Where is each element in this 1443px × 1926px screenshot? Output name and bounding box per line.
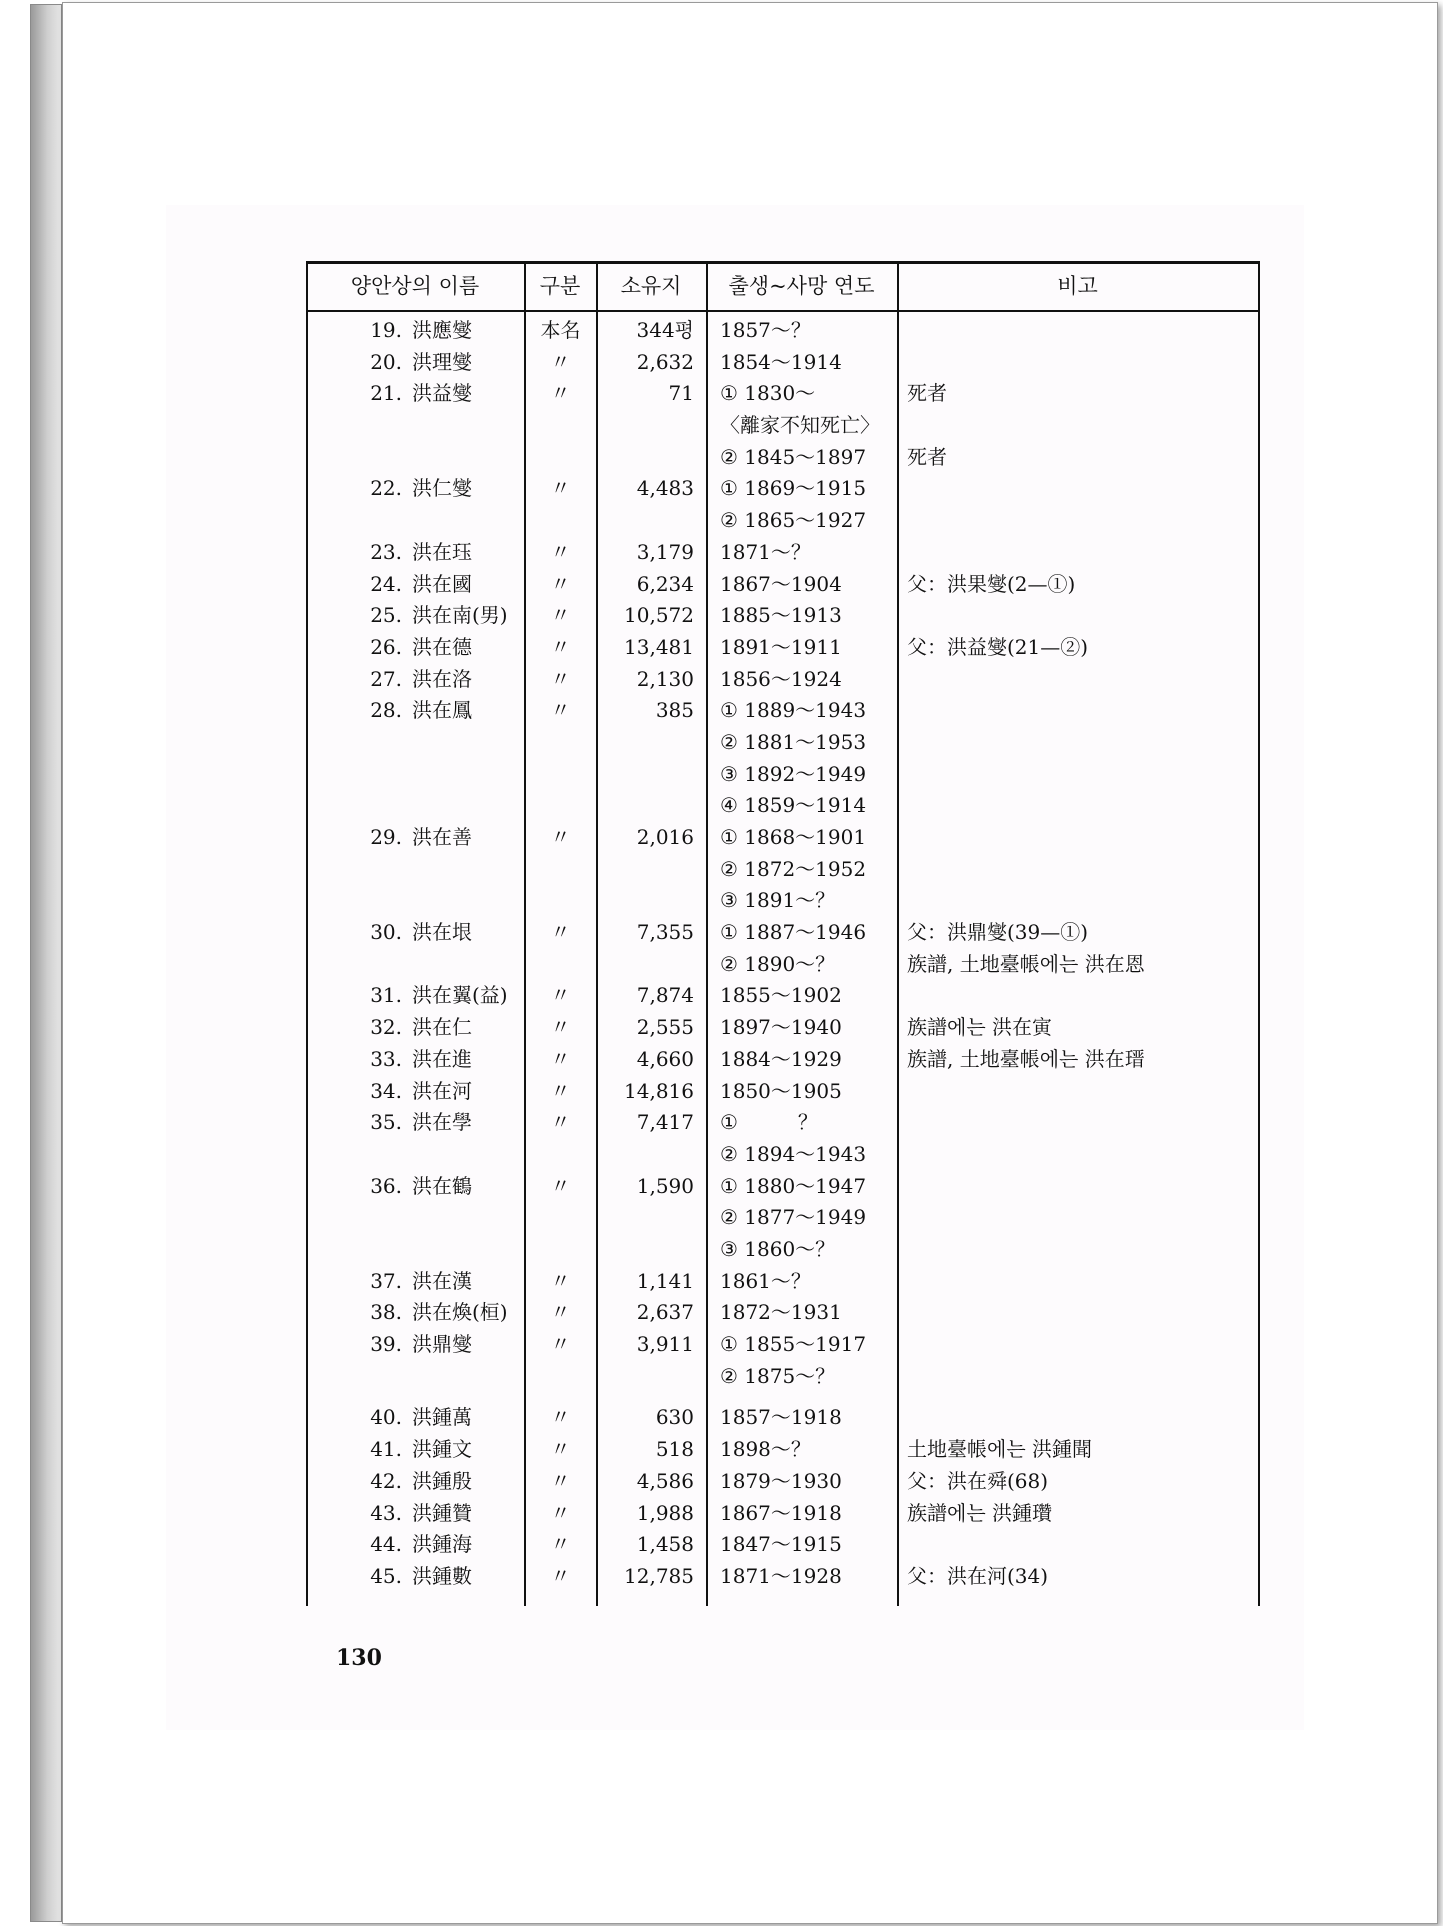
table-row — [306, 1297, 1260, 1329]
cell-land: 385 — [655, 698, 694, 723]
cell-years: 1872～1931 — [720, 1300, 842, 1325]
cell-years: 1867～1904 — [720, 571, 842, 596]
cell-note: 父：洪益燮(21—②) — [907, 634, 1089, 659]
cell-kind: 〃 — [550, 1173, 571, 1198]
cell-name — [354, 537, 472, 569]
cell-number: 26. — [370, 634, 402, 659]
cell-land: 4,586 — [636, 1469, 694, 1494]
cell-kind: 〃 — [550, 825, 571, 849]
cell-name — [354, 664, 472, 696]
table-row — [306, 600, 1260, 632]
table-row — [306, 1012, 1260, 1044]
cell-years: ① 1887～1946 — [720, 920, 867, 945]
cell-number: 42. — [370, 1469, 402, 1494]
table-top-rule — [306, 261, 1260, 264]
cell-kind: 〃 — [550, 983, 571, 1008]
cell-name — [354, 1561, 472, 1593]
cell-note: 族譜에는 洪鍾瓚 — [907, 1500, 1052, 1525]
cell-name-text: 洪在南(男) — [412, 603, 508, 628]
cell-number: 34. — [370, 1078, 402, 1103]
table-row — [306, 1392, 1260, 1434]
cell-name-text: 洪鍾萬 — [412, 1405, 472, 1430]
cell-kind: 〃 — [550, 1332, 571, 1356]
cell-name — [354, 442, 412, 474]
cell-years: ① 1868～1901 — [720, 825, 867, 849]
cell-name-text: 洪在仁 — [412, 1015, 472, 1040]
cell-years: 1897～1940 — [720, 1015, 842, 1040]
cell-years: 1871～1928 — [720, 1564, 842, 1589]
cell-name — [354, 1466, 472, 1498]
cell-years: ③ 1891～？ — [720, 888, 836, 913]
table-row — [306, 1329, 1260, 1361]
cell-name — [354, 917, 472, 949]
cell-name-text: 洪理燮 — [412, 349, 472, 374]
cell-kind: 〃 — [550, 1015, 571, 1040]
cell-years: 1898～？ — [720, 1437, 811, 1462]
table-row — [306, 442, 1260, 474]
cell-name — [354, 600, 508, 632]
table-row — [306, 854, 1260, 886]
cell-kind: 〃 — [550, 539, 571, 564]
cell-kind: 〃 — [550, 698, 571, 723]
cell-land: 2,637 — [636, 1300, 694, 1325]
cell-number: 33. — [370, 1046, 402, 1071]
cell-number: 27. — [370, 666, 402, 691]
table-row — [306, 537, 1260, 569]
cell-land: 3,179 — [636, 539, 694, 564]
cell-name-text: 洪應燮 — [412, 318, 472, 342]
table-row — [306, 695, 1260, 727]
cell-years: 1891～1911 — [720, 634, 842, 659]
cell-name — [354, 1139, 412, 1171]
table-row — [306, 473, 1260, 505]
table-row — [306, 315, 1260, 347]
cell-land: 7,355 — [636, 920, 694, 945]
cell-kind: 〃 — [550, 571, 571, 596]
cell-note: 父：洪果燮(2—①) — [907, 571, 1076, 596]
cell-name-text: 洪在善 — [412, 825, 472, 849]
cell-kind: 〃 — [550, 666, 571, 691]
table-row — [306, 917, 1260, 949]
cell-years: ② 1845～1897 — [720, 444, 867, 469]
cell-name — [354, 1012, 472, 1044]
header-note: 비고 — [1057, 274, 1098, 298]
cell-years: ② 1881～1953 — [720, 729, 867, 754]
cell-number: 24. — [370, 571, 402, 596]
header-name: 양안상의 이름 — [350, 274, 480, 298]
page-spine — [30, 4, 62, 1922]
cell-kind: 〃 — [550, 920, 571, 945]
cell-name-text: 洪在翼(益) — [412, 983, 508, 1008]
cell-number: 31. — [370, 983, 402, 1008]
cell-note: 父：洪在河(34) — [907, 1564, 1049, 1589]
cell-number: 41. — [370, 1437, 402, 1462]
cell-land: 1,590 — [636, 1173, 694, 1198]
table-row — [306, 727, 1260, 759]
table-row — [306, 1044, 1260, 1076]
cell-name-text: 洪在洛 — [412, 666, 472, 691]
cell-name — [354, 854, 412, 886]
cell-name — [354, 1171, 472, 1203]
cell-kind: 〃 — [550, 634, 571, 659]
cell-note: 土地臺帳에는 洪鍾聞 — [907, 1437, 1092, 1462]
table-row — [306, 632, 1260, 664]
cell-kind: 〃 — [550, 1437, 571, 1462]
cell-name-text: 洪鍾海 — [412, 1532, 472, 1557]
cell-name — [354, 1329, 472, 1361]
cell-years: ① ？ — [720, 1110, 818, 1135]
cell-land: 1,988 — [636, 1500, 694, 1525]
table-row — [306, 569, 1260, 601]
header-years: 출생~사망 연도 — [728, 274, 875, 298]
cell-years: 1861～？ — [720, 1268, 811, 1293]
table-row — [306, 1234, 1260, 1266]
table-row — [306, 1139, 1260, 1171]
cell-land: 2,555 — [636, 1015, 694, 1040]
cell-years: ① 1880～1947 — [720, 1173, 867, 1198]
cell-name — [354, 1529, 472, 1561]
cell-number: 40. — [370, 1405, 402, 1430]
cell-years: 1857～1918 — [720, 1405, 842, 1430]
cell-name — [354, 1234, 412, 1266]
cell-number: 20. — [370, 349, 402, 374]
cell-number: 29. — [370, 825, 402, 849]
cell-number: 22. — [370, 476, 402, 501]
cell-land: 7,874 — [636, 983, 694, 1008]
cell-name — [354, 790, 412, 822]
table-body — [306, 315, 1260, 1593]
cell-years: 1855～1902 — [720, 983, 842, 1008]
cell-name — [354, 1076, 472, 1108]
table-row — [306, 1361, 1260, 1393]
cell-kind: 〃 — [550, 1532, 571, 1557]
cell-name-text: 洪在垠 — [412, 920, 472, 945]
cell-years: ② 1890～？ — [720, 951, 836, 976]
cell-years: ③ 1892～1949 — [720, 761, 867, 786]
table-row — [306, 664, 1260, 696]
cell-name — [354, 1402, 472, 1434]
cell-name — [354, 378, 472, 410]
cell-land: 71 — [668, 381, 694, 406]
cell-land: 1,458 — [636, 1532, 694, 1557]
cell-land: 6,234 — [636, 571, 694, 596]
cell-number: 39. — [370, 1332, 402, 1356]
cell-name-text: 洪在國 — [412, 571, 472, 596]
table-row — [306, 1434, 1260, 1466]
table-row — [306, 1466, 1260, 1498]
cell-name — [354, 1434, 472, 1466]
cell-name — [354, 1266, 472, 1298]
cell-name — [354, 505, 412, 537]
cell-years: ④ 1859～1914 — [720, 793, 867, 818]
cell-name-text: 洪在進 — [412, 1046, 472, 1071]
cell-name — [354, 822, 472, 854]
cell-land: 2,632 — [636, 349, 694, 374]
header-land: 소유지 — [620, 274, 682, 298]
cell-kind: 〃 — [550, 1046, 571, 1071]
cell-years: 1847～1915 — [720, 1532, 842, 1557]
cell-name-text: 洪在鶴 — [412, 1173, 472, 1198]
header-kind: 구분 — [539, 274, 581, 298]
cell-kind: 〃 — [550, 349, 571, 374]
cell-years: ① 1869～1915 — [720, 476, 867, 501]
cell-years: 1857～？ — [720, 318, 811, 342]
cell-land: 344평 — [636, 318, 694, 342]
cell-land: 14,816 — [624, 1078, 694, 1103]
cell-name-text: 洪鍾文 — [412, 1437, 472, 1462]
cell-name — [354, 569, 472, 601]
table-row — [306, 949, 1260, 981]
cell-kind: 〃 — [550, 1500, 571, 1525]
table-row — [306, 378, 1260, 410]
table-row — [306, 1076, 1260, 1108]
cell-years: 1884～1929 — [720, 1046, 842, 1071]
cell-note: 族譜, 土地臺帳에는 洪在恩 — [907, 951, 1145, 976]
cell-note: 死者 — [907, 381, 947, 406]
cell-land: 4,483 — [636, 476, 694, 501]
cell-name-text: 洪在珏 — [412, 539, 472, 564]
cell-land: 630 — [655, 1405, 694, 1430]
table-row — [306, 1202, 1260, 1234]
cell-number: 19. — [370, 318, 402, 342]
table-row — [306, 1171, 1260, 1203]
cell-years: ① 1889～1943 — [720, 698, 867, 723]
cell-name-text: 洪益燮 — [412, 381, 472, 406]
cell-name — [354, 1361, 412, 1393]
cell-land: 7,417 — [636, 1110, 694, 1135]
cell-years: 1856～1924 — [720, 666, 842, 691]
cell-years: ① 1830～ — [720, 381, 816, 406]
cell-years: 1885～1913 — [720, 603, 842, 628]
cell-land: 10,572 — [624, 603, 694, 628]
page-number: 130 — [336, 1645, 382, 1671]
cell-land: 1,141 — [636, 1268, 694, 1293]
cell-name-text: 洪在煥(桓) — [412, 1300, 508, 1325]
cell-name-text: 洪仁燮 — [412, 476, 472, 501]
cell-name — [354, 1297, 508, 1329]
table-row — [306, 505, 1260, 537]
cell-kind: 〃 — [550, 1268, 571, 1293]
cell-note: 死者 — [907, 444, 947, 469]
cell-kind: 〃 — [550, 381, 571, 406]
cell-name — [354, 410, 412, 442]
cell-kind: 〃 — [550, 1564, 571, 1589]
table-row — [306, 885, 1260, 917]
cell-number: 30. — [370, 920, 402, 945]
cell-name — [354, 1107, 472, 1139]
cell-number: 28. — [370, 698, 402, 723]
cell-years: ② 1865～1927 — [720, 508, 867, 533]
cell-name-text: 洪鍾殷 — [412, 1469, 472, 1494]
cell-name — [354, 1498, 472, 1530]
cell-years: 1867～1918 — [720, 1500, 842, 1525]
cell-name-text: 洪在鳳 — [412, 698, 472, 723]
cell-kind: 本名 — [540, 318, 581, 342]
cell-land: 518 — [655, 1437, 694, 1462]
cell-kind: 〃 — [550, 1078, 571, 1103]
cell-number: 37. — [370, 1268, 402, 1293]
cell-note: 族譜에는 洪在寅 — [907, 1015, 1052, 1040]
cell-name-text: 洪在漢 — [412, 1268, 472, 1293]
cell-years: 1850～1905 — [720, 1078, 842, 1103]
cell-name — [354, 980, 508, 1012]
cell-number: 45. — [370, 1564, 402, 1589]
cell-years: ② 1894～1943 — [720, 1141, 867, 1166]
cell-land: 12,785 — [624, 1564, 694, 1589]
table-row — [306, 1561, 1260, 1593]
cell-kind: 〃 — [550, 1469, 571, 1494]
cell-kind: 〃 — [550, 603, 571, 628]
cell-land: 3,911 — [636, 1332, 694, 1356]
cell-number: 35. — [370, 1110, 402, 1135]
cell-years: ② 1872～1952 — [720, 856, 867, 881]
landowner-table — [306, 261, 1260, 1606]
cell-number: 36. — [370, 1173, 402, 1198]
cell-name-text: 洪鼎燮 — [412, 1332, 472, 1356]
table-row — [306, 1529, 1260, 1561]
cell-name — [354, 727, 412, 759]
cell-name — [354, 315, 472, 347]
cell-name-text: 洪在學 — [412, 1110, 472, 1135]
cell-name — [354, 1202, 412, 1234]
table-row — [306, 1498, 1260, 1530]
cell-kind: 〃 — [550, 1300, 571, 1325]
cell-number: 23. — [370, 539, 402, 564]
table-row — [306, 1107, 1260, 1139]
table-row — [306, 1266, 1260, 1298]
cell-number: 32. — [370, 1015, 402, 1040]
table-row — [306, 759, 1260, 791]
table-row — [306, 347, 1260, 379]
cell-name — [354, 949, 412, 981]
cell-years: 〈離家不知死亡〉 — [720, 413, 880, 438]
cell-kind: 〃 — [550, 476, 571, 501]
cell-years: 1854～1914 — [720, 349, 842, 374]
cell-name — [354, 759, 412, 791]
cell-number: 43. — [370, 1500, 402, 1525]
cell-name-text: 洪在河 — [412, 1078, 472, 1103]
cell-number: 44. — [370, 1532, 402, 1557]
cell-years: ② 1875～？ — [720, 1363, 836, 1388]
cell-years: ① 1855～1917 — [720, 1332, 867, 1356]
table-header-rule — [306, 310, 1260, 312]
cell-land: 4,660 — [636, 1046, 694, 1071]
cell-name — [354, 632, 472, 664]
table-row — [306, 822, 1260, 854]
cell-land: 13,481 — [624, 634, 694, 659]
cell-land: 2,130 — [636, 666, 694, 691]
cell-name-text: 洪鍾贊 — [412, 1500, 472, 1525]
cell-land: 2,016 — [636, 825, 694, 849]
cell-number: 21. — [370, 381, 402, 406]
cell-name-text: 洪在德 — [412, 634, 472, 659]
cell-kind: 〃 — [550, 1405, 571, 1430]
cell-name-text: 洪鍾數 — [412, 1564, 472, 1589]
cell-note: 父：洪鼎燮(39—①) — [907, 920, 1089, 945]
cell-years: ③ 1860～？ — [720, 1236, 836, 1261]
table-row — [306, 790, 1260, 822]
table-row — [306, 980, 1260, 1012]
cell-name — [354, 473, 472, 505]
cell-name — [354, 695, 472, 727]
cell-years: ② 1877～1949 — [720, 1205, 867, 1230]
cell-number: 38. — [370, 1300, 402, 1325]
cell-name — [354, 1044, 472, 1076]
cell-note: 父：洪在舜(68) — [907, 1469, 1049, 1494]
cell-note: 族譜, 土地臺帳에는 洪在瑨 — [907, 1046, 1145, 1071]
cell-years: 1871～？ — [720, 539, 811, 564]
cell-kind: 〃 — [550, 1110, 571, 1135]
cell-name — [354, 885, 412, 917]
cell-years: 1879～1930 — [720, 1469, 842, 1494]
cell-name — [354, 347, 472, 379]
cell-number: 25. — [370, 603, 402, 628]
table-row — [306, 410, 1260, 442]
